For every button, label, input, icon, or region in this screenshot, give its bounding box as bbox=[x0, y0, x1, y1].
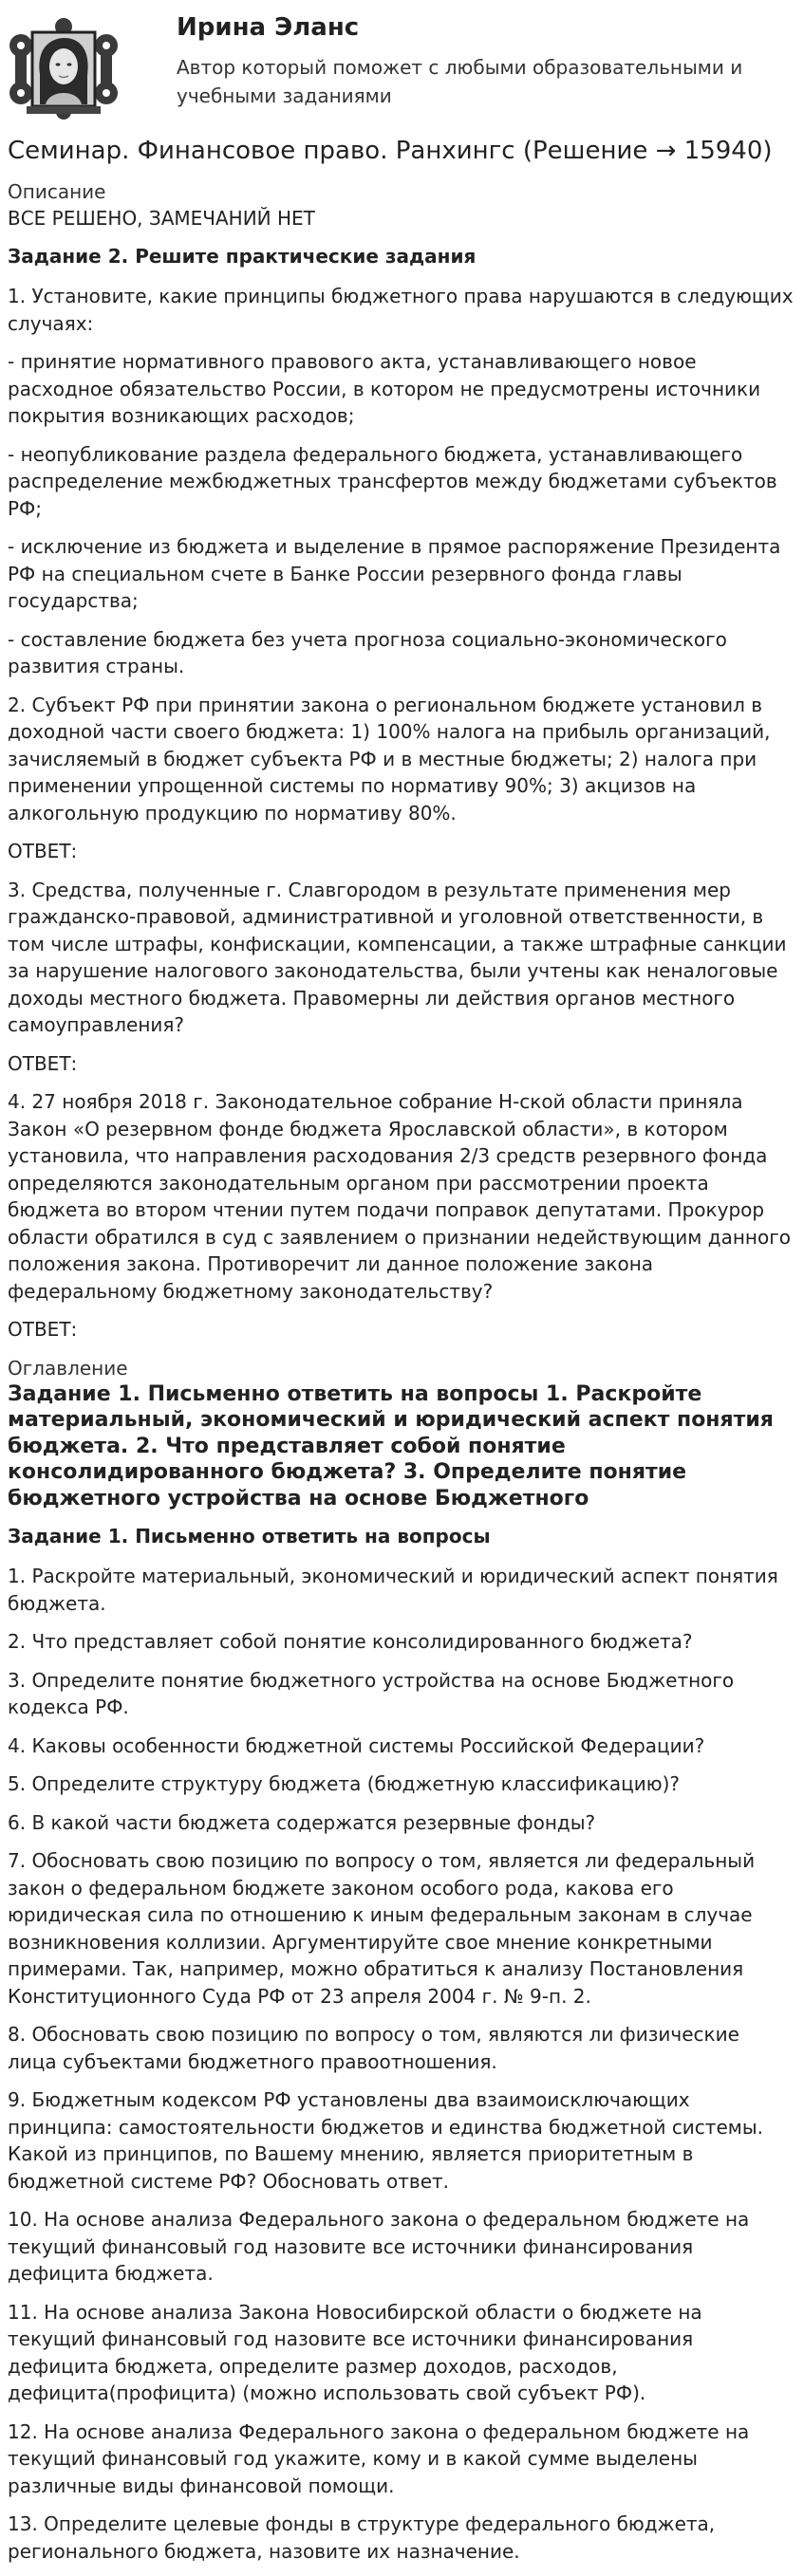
task1-paragraph: 5. Определите структуру бюджета (бюджетную классификацию)? bbox=[8, 1772, 680, 1795]
task2-paragraph: - принятие нормативного правового акта, устанавливающего новое расходное обязательство России, в котором не предусмотрены источники покрытия возникающих расходов; bbox=[8, 350, 761, 427]
author-name[interactable]: Ирина Эланс bbox=[177, 13, 360, 42]
task2-paragraph: 4. 27 ноября 2018 г. Законодательное собрание Н-ской области приняла Закон «О резервном фонде бюджета Ярославской области», в котором установила, что направления расходования 2/3 средств резервного фонда определяются законодательным органом при рассмотрении проекта бюджета во втором чтении путем подачи поправок депутатами. Прокурор области обратился в суд с заявлением о признании недействующим данного положения закона. Противоречит ли данное положение закона федеральному бюджетному законодательству? bbox=[8, 1090, 791, 1303]
task1-paragraph: 6. В какой части бюджета содержатся резервные фонды? bbox=[8, 1810, 596, 1834]
work-title: Семинар. Финансовое право. Ранхингс (Решение → 15940) bbox=[8, 137, 773, 165]
task1-heading: Задание 1. Письменно ответить на вопросы bbox=[8, 1525, 491, 1547]
task2-paragraph: - неопубликование раздела федерального бюджета, устанавливающего распределение межбюджетных трансфертов между бюджетами субъектов РФ; bbox=[8, 442, 777, 520]
answer-label: ОТВЕТ: bbox=[8, 840, 78, 862]
answer-label: ОТВЕТ: bbox=[8, 1318, 78, 1341]
task1-paragraph: 12. На основе анализа Федерального закона о федеральном бюджете на текущий финансовый год укажите, кому и в какой сумме выделены различные виды финансовой помощи. bbox=[8, 2419, 750, 2497]
toc-label: Оглавление bbox=[8, 1356, 128, 1380]
task1-paragraph: 4. Каковы особенности бюджетной системы Российской Федерации? bbox=[8, 1733, 705, 1757]
task1-paragraph: 7. Обосновать свою позицию по вопросу о том, является ли федеральный закон о федеральном бюджете законом особого рода, какова его юридическая сила по отношению к иным федеральным законам в случае возникновения коллизии. Аргументируйте свое мнение конкретными примерами. Так, например, можно обратиться к анализу Постановления Конституционного Суда РФ от 23 апреля 2004 г. № 9-п. 2. bbox=[8, 1849, 756, 2008]
task1-paragraph: 9. Бюджетным кодексом РФ установлены два взаимоисключающих принципа: самостоятельности бюджетов и единства бюджетной системы. Какой из принципов, по Вашему мнению, является приоритетным в бюджетной системе РФ? Обосновать ответ. bbox=[8, 2088, 763, 2193]
author-description: Автор который поможет с любыми образовательными и учебными заданиями bbox=[177, 56, 743, 107]
task1-paragraph: 11. На основе анализа Закона Новосибирской области о бюджете на текущий финансовый год назовите все источники финансирования дефицита бюджета, определите размер доходов, расходов, дефицита(профицита) (можно использовать свой субъект РФ). bbox=[8, 2300, 702, 2404]
status-text: ВСЕ РЕШЕНО, ЗАМЕЧАНИЙ НЕТ bbox=[8, 207, 315, 230]
task2-paragraph: 3. Средства, полученные г. Славгородом в результате применения мер гражданско-правовой, административной и уголовной ответственности, в том числе штрафы, конфискации, компенсации, а также штрафные санкции за нарушение налогового законодательства, были учтены как неналоговые доходы местного бюджета. Правомерны ли действия органов местного самоуправления? bbox=[8, 878, 787, 1036]
task1-paragraph: 10. На основе анализа Федерального закона о федеральном бюджете на текущий финансовый год назовите все источники финансирования дефицита бюджета. bbox=[8, 2208, 750, 2285]
content bbox=[8, 135, 794, 2576]
task1-paragraph: 8. Обосновать свою позицию по вопросу о том, являются ли физические лица субъектами бюджетного правоотношения. bbox=[8, 2023, 739, 2073]
task2-paragraph: - составление бюджета без учета прогноза социально-экономического развития страны. bbox=[8, 627, 727, 677]
task1-paragraph: 2. Что представляет собой понятие консолидированного бюджета? bbox=[8, 1630, 693, 1653]
author-card[interactable] bbox=[8, 9, 795, 123]
task2-heading: Задание 2. Решите практические задания bbox=[8, 245, 477, 268]
task1-paragraph: 1. Раскройте материальный, экономический и юридический аспект понятия бюджета. bbox=[8, 1565, 778, 1615]
task1-paragraph: 13. Определите целевые фонды в структуре федерального бюджета, регионального бюджета, назовите их назначение. bbox=[8, 2512, 716, 2563]
description-label: Описание bbox=[8, 180, 106, 203]
avatar-image bbox=[8, 17, 120, 120]
task1-paragraph: 3. Определите понятие бюджетного устройства на основе Бюджетного кодекса РФ. bbox=[8, 1668, 735, 1718]
task2-paragraph: 1. Установите, какие принципы бюджетного права нарушаются в следующих случаях: bbox=[8, 285, 794, 335]
answer-label: ОТВЕТ: bbox=[8, 1051, 78, 1075]
author-avatar[interactable] bbox=[8, 17, 120, 120]
task2-paragraph: 2. Субъект РФ при принятии закона о региональном бюджете установил в доходной части своего бюджета: 1) 100% налога на прибыль организаций, зачисляемый в бюджет субъекта РФ и в местные бюджеты; 2) налога при применении упрощенной системы по нормативу 90%; 3) акцизов на алкогольную продукцию по нормативу 80%. bbox=[8, 693, 771, 825]
task2-paragraph: - исключение из бюджета и выделение в прямое распоряжение Президента РФ на специальном счете в Банке России резервного фонда главы государства; bbox=[8, 535, 781, 612]
toc-heading: Задание 1. Письменно ответить на вопросы 1. Раскройте материальный, экономический и юридический аспект понятия бюджета. 2. Что представляет собой понятие консолидированного бюджета? 3. Определите понятие бюджетного устройства на основе Бюджетного bbox=[8, 1381, 774, 1510]
